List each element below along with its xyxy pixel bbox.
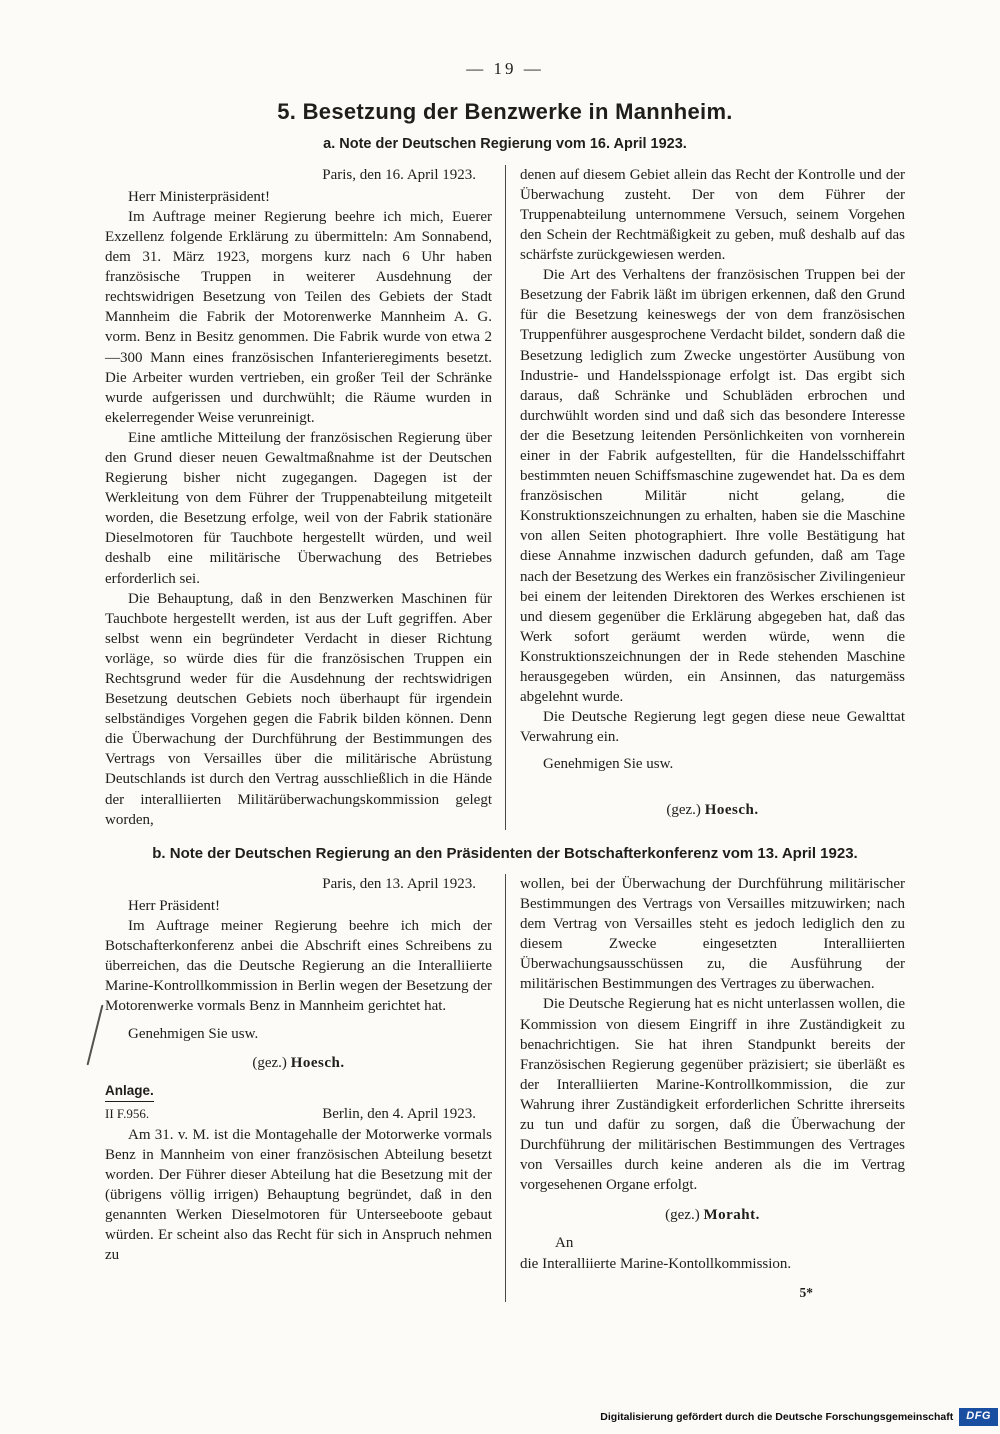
annex-label-line	[105, 1081, 492, 1102]
page-number: — 19 —	[466, 59, 544, 78]
signature-name: Hoesch.	[704, 802, 759, 819]
salutation-a: Herr Ministerpräsident!	[128, 188, 271, 205]
signature-hoesch-b	[105, 1053, 492, 1073]
signature-prefix: (gez.)	[666, 802, 701, 819]
digitization-note: Digitalisierung gefördert durch die Deutsche Forschungsgemeinschaft	[600, 1411, 954, 1424]
signature-name: Moraht.	[703, 1207, 760, 1224]
section-a-heading: a. Note der Deutschen Regierung vom 16. April 1923.	[323, 136, 687, 153]
paragraph: Im Auftrage meiner Regierung beehre ich mich der Botschafterkonferenz anbei die Abschrift eines Schreibens zu überreichen, das die Deutsche Regierung an die Interalliierte Marine-Kontrollkommission in Berlin wegen der Besetzung der Motorenwerke vormals Benz in Mannheim gerichtet hat.	[105, 918, 492, 1015]
paragraph: Die Deutsche Regierung hat es nicht unterlassen wollen, die Kommission von diesem Eingriff in ihre Zuständigkeit zu benachrichtigen. Sie hat ihren Standpunkt bereits der Französischen Regierung gegenüber präzisiert; sie überläßt es der Interalliierten Marine-Kontrollkommission, die zur Wahrung ihrer Zuständigkeit erforderlichen Schritte ihrerseits zu tun und dafür zu sorgen, daß die Überwachung der Durchführung der militärischen Bestimmungen des Vertrages von Versailles durch keine anderen als die im Vertrag vorgesehenen Organe erfolgt.	[520, 996, 905, 1194]
section-b-right-column	[505, 874, 905, 1302]
paragraph: Eine amtliche Mitteilung der französischen Regierung über den Grund dieser neuen Gewaltmaßnahme ist der Deutschen Regierung bisher nicht zugegangen. Dagegen ist der Werkleitung von dem Führer der Truppenabteilung mitgeteilt worden, die Besetzung erfolge, weil von der Fabrik stationäre Dieselmotoren für Tauchbote hergestellt würden, und weil deshalb eine militärische Überwachung des Betriebes erforderlich sei.	[105, 429, 492, 587]
paragraph: denen auf diesem Gebiet allein das Recht der Kontrolle und der Überwachung zusteht. Der von dem Führer der Truppenabteilung unternommene Versuch, seinem Vorgehen den Schein der Rechtmäßigkeit zu geben, muß deshalb auf das schärfste zurückgewiesen werden.	[520, 166, 905, 264]
address-line: die Interalliierte Marine-Kontollkommission.	[520, 1255, 792, 1272]
section-b-left-column	[105, 874, 505, 1302]
address-line: An	[555, 1235, 574, 1252]
signature-prefix: (gez.)	[665, 1207, 700, 1224]
dateline-a: Paris, den 16. April 1923.	[322, 166, 476, 183]
signature-moraht	[520, 1205, 905, 1225]
closing-formula-b: Genehmigen Sie usw.	[128, 1025, 259, 1042]
salutation-b: Herr Präsident!	[128, 897, 221, 914]
section-a-columns	[105, 165, 905, 830]
paragraph: Die Behauptung, daß in den Benzwerken Maschinen für Tauchbote hergestellt werden, ist aus der Luft gegriffen. Aber selbst wenn ein begründeter Verdacht in dieser Richtung vorläge, so würde dies für die französischen Truppen ein Rechtsgrund weder für die Ausdehnung der rechtswidrigen Besetzung deutschen Gebiets noch überhaupt für irgendein selbständiges Vorgehen gegen die Fabrik bilden können. Denn die Überwachung der Durchführung der Bestimmungen des Vertrags von Versailles über die militärische Abrüstung Deutschlands ist durch den Vertrag ausschließlich in die Hände der interalliierten Militärüberwachungskommission gelegt worden,	[105, 590, 492, 828]
dateline-b: Paris, den 13. April 1923.	[322, 875, 476, 892]
paragraph: Die Deutsche Regierung legt gegen diese neue Gewalttat Verwahrung ein.	[520, 709, 905, 746]
annex-reference-line	[105, 1104, 492, 1124]
signature-name: Hoesch.	[290, 1054, 345, 1071]
document-title: 5. Besetzung der Benzwerke in Mannheim.	[277, 98, 733, 124]
signature-mark: 5*	[799, 1284, 813, 1300]
paragraph: Die Art des Verhaltens der französischen Truppen bei der Besetzung der Fabrik läßt im übrigen erkennen, daß den Grund für die Besetzung keineswegs der von dem französischen Truppenführer ausgesprochene Verdacht bildet, sondern daß die Besetzung lediglich zum Zwecke ungestörter Ausübung von Industrie- und Handelsspionage erfolgt ist. Das ergibt sich daraus, daß Schränke und Schubläden erbrochen und durchwühlt worden sind und daß sich das besondere Interesse der die Besetzung leitenden Persönlichkeiten von vornherein einer in der Fabrik aufgestellten, für die Handelsschiffahrt bestimmten neuen Schiffsmaschine zugewendet hat. Da es dem französischen Militär nicht gelang, die Konstruktionszeichnungen zu erhalten, haben sie die Maschine von allen Seiten photographiert. Ihre volle Bestätigung hat diese Annahme inzwischen dadurch gefunden, daß am Tage nach der Besetzung des Werkes ein französischer Zivilingenieur bei einem der leitenden Direktoren des Werkes erschienen ist und diesem gegenüber die Erklärung abgegeben hat, daß das Werk sofort geräumt werden würde, wenn die Konstruktionszeichnungen der in Rede stehenden Maschine herausgegeben würden, ein Ansinnen, das naturgemäss abgelehnt wurde.	[520, 267, 905, 706]
annex-reference-number: II F.956.	[105, 1105, 150, 1121]
section-b-columns	[105, 874, 905, 1302]
signature-prefix: (gez.)	[252, 1054, 287, 1071]
digitization-footer	[600, 1408, 998, 1426]
paragraph: wollen, bei der Überwachung der Durchführung militärischer Bestimmungen des Vertrags von Versailles mitzuwirken; nach dem Vertrag von Versailles steht es jedoch lediglich den zu diesem Zwecke eingesetzten Interalliierten Überwachungsausschüssen zu, die Ausführung der militärischen Bestimmungen des Vertrages zu überwachen.	[520, 875, 905, 993]
paragraph: Am 31. v. M. ist die Montagehalle der Motorwerke vormals Benz in Mannheim von einer französischen Abteilung besetzt worden. Der Führer dieser Abteilung hat die Besetzung mit der (übrigens völlig irrigen) Behauptung begründet, daß in den genannten Werken Dieselmotoren für Unterseeboote gebaut würden. Er scheint also das Recht für sich in Anspruch nehmen zu	[105, 1126, 492, 1264]
signature-hoesch	[520, 800, 905, 820]
dfg-logo: DFG	[959, 1408, 998, 1426]
closing-formula-a: Genehmigen Sie usw.	[543, 756, 674, 773]
annex-dateline: Berlin, den 4. April 1923.	[322, 1105, 476, 1122]
paragraph: Im Auftrage meiner Regierung beehre ich mich, Euerer Exzellenz folgende Erklärung zu übermitteln: Am Sonnabend, dem 31. März 1923, morgens kurz nach 6 Uhr haben französische Truppen in weiterer Ausdehnung der rechtswidrigen Besetzung von Teilen des Gebiets der Stadt Mannheim die Fabrik der Motorenwerke Mannheim A. G. vorm. Benz in Besitz genommen. Die Fabrik wurde von etwa 2—300 Mann eines französischen Infanterieregiments besetzt. Die Arbeiter wurden vertrieben, ein großer Teil der Schränke wurde aufgerissen und durchwühlt; die Räume wurden in ekelerregender Weise verunreinigt.	[105, 208, 492, 426]
section-b-heading: b. Note der Deutschen Regierung an den Präsidenten der Botschafterkonferenz vom 13. April 1923.	[152, 844, 858, 862]
section-a-right-column	[505, 165, 905, 830]
section-a-left-column	[105, 165, 505, 830]
annex-label: Anlage.	[105, 1082, 154, 1102]
